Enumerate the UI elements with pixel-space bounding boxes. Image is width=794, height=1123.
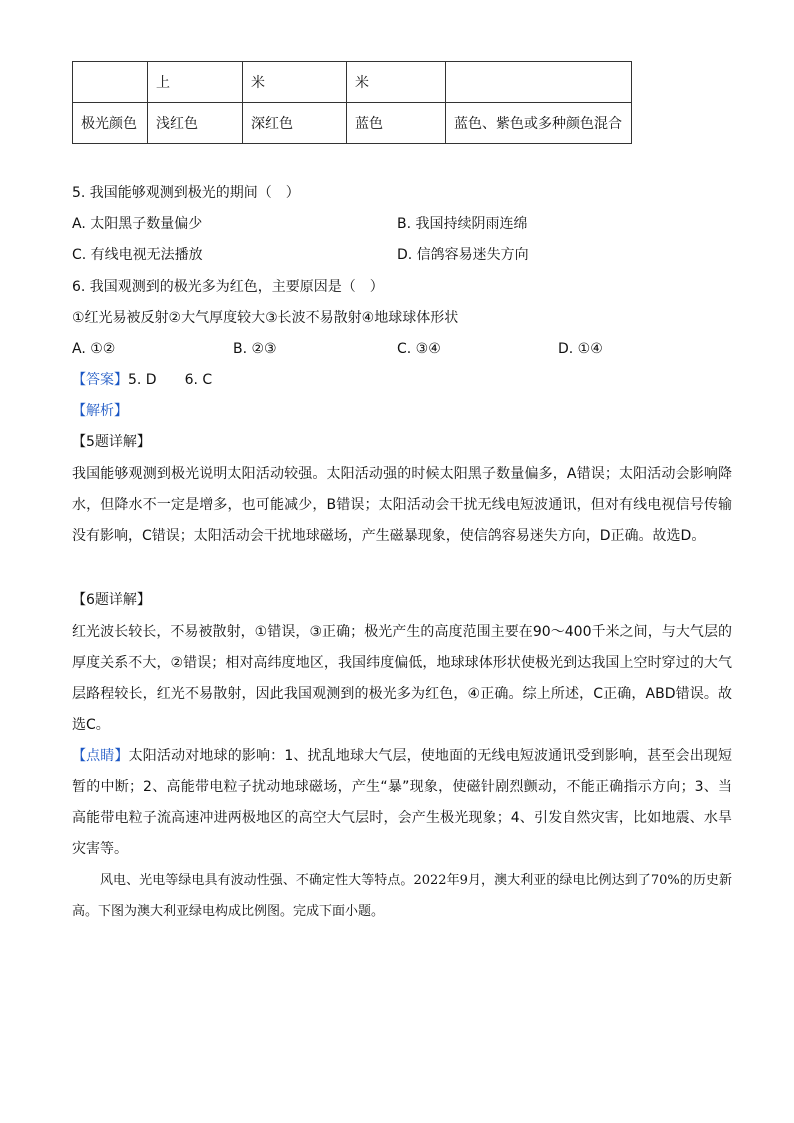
q6-option-d: D. ①④	[558, 341, 603, 357]
question-6-stem: 6. 我国观测到的极光多为红色，主要原因是（ ）	[72, 279, 384, 295]
tip-label: 【点睛】	[72, 748, 129, 764]
table-cell: 浅红色	[148, 103, 243, 144]
q5-option-a: A. 太阳黑子数量偏少	[72, 216, 203, 232]
detail-6-label: 【6题详解】	[72, 592, 151, 608]
answer-text: 5. D 6. C	[128, 372, 213, 388]
table-cell	[73, 62, 148, 103]
analysis-label: 【解析】	[72, 403, 128, 419]
q5-option-b: B. 我国持续阴雨连绵	[397, 216, 528, 232]
detail-5-label: 【5题详解】	[72, 434, 151, 450]
table-cell: 蓝色	[347, 103, 446, 144]
table-cell: 蓝色、紫色或多种颜色混合	[446, 103, 632, 144]
table-row	[73, 103, 632, 144]
table-cell: 米	[243, 62, 347, 103]
detail-6-text: 红光波长较长，不易被散射，①错误，③正确；极光产生的高度范围主要在90～400千米之间，与大气层的厚度关系不大，②错误；相对高纬度地区，我国纬度偏低，地球球体形状使极光到达我国上空时穿过的大气层路程较长，红光不易散射，因此我国观测到的极光多为红色，④正确。综上所述，C正确，ABD错误。故选C。	[72, 624, 732, 733]
q6-option-a: A. ①②	[72, 341, 116, 357]
next-question-intro: 风电、光电等绿电具有波动性强、不确定性大等特点。2022年9月，澳大利亚的绿电比例达到了70%的历史新高。下图为澳大利亚绿电构成比例图。完成下面小题。	[72, 873, 732, 919]
table-cell: 米	[347, 62, 446, 103]
tip-paragraph	[72, 741, 732, 865]
answer-label: 【答案】	[72, 372, 128, 388]
q5-option-c: C. 有线电视无法播放	[72, 247, 203, 263]
table-cell: 深红色	[243, 103, 347, 144]
tip-text: 太阳活动对地球的影响：1、扰乱地球大气层，使地面的无线电短波通讯受到影响，甚至会出现短暂的中断；2、高能带电粒子扰动地球磁场，产生“暴”现象，使磁针剧烈颤动，不能正确指示方向；3、当高能带电粒子流高速冲进两极地区的高空大气层时，会产生极光现象；4、引发自然灾害，比如地震、水旱灾害等。	[72, 748, 733, 857]
q6-option-c: C. ③④	[397, 341, 441, 357]
detail-5-text: 我国能够观测到极光说明太阳活动较强。太阳活动强的时候太阳黑子数量偏多，A错误；太阳活动会影响降水，但降水不一定是增多，也可能减少，B错误；太阳活动会干扰无线电短波通讯，但对有线电视信号传输没有影响，C错误；太阳活动会干扰地球磁场，产生磁暴现象，使信鸽容易迷失方向，D正确。故选D。	[72, 466, 732, 544]
question-6-items: ①红光易被反射②大气厚度较大③长波不易散射④地球球体形状	[72, 310, 459, 326]
q5-option-d: D. 信鸽容易迷失方向	[397, 247, 529, 263]
table-cell	[446, 62, 632, 103]
aurora-color-table	[72, 61, 632, 144]
table-cell: 上	[148, 62, 243, 103]
table-cell: 极光颜色	[73, 103, 148, 144]
question-5-stem: 5. 我国能够观测到极光的期间（ ）	[72, 185, 300, 201]
table-row	[73, 62, 632, 103]
answer-line	[72, 370, 212, 390]
q6-option-b: B. ②③	[233, 341, 277, 357]
